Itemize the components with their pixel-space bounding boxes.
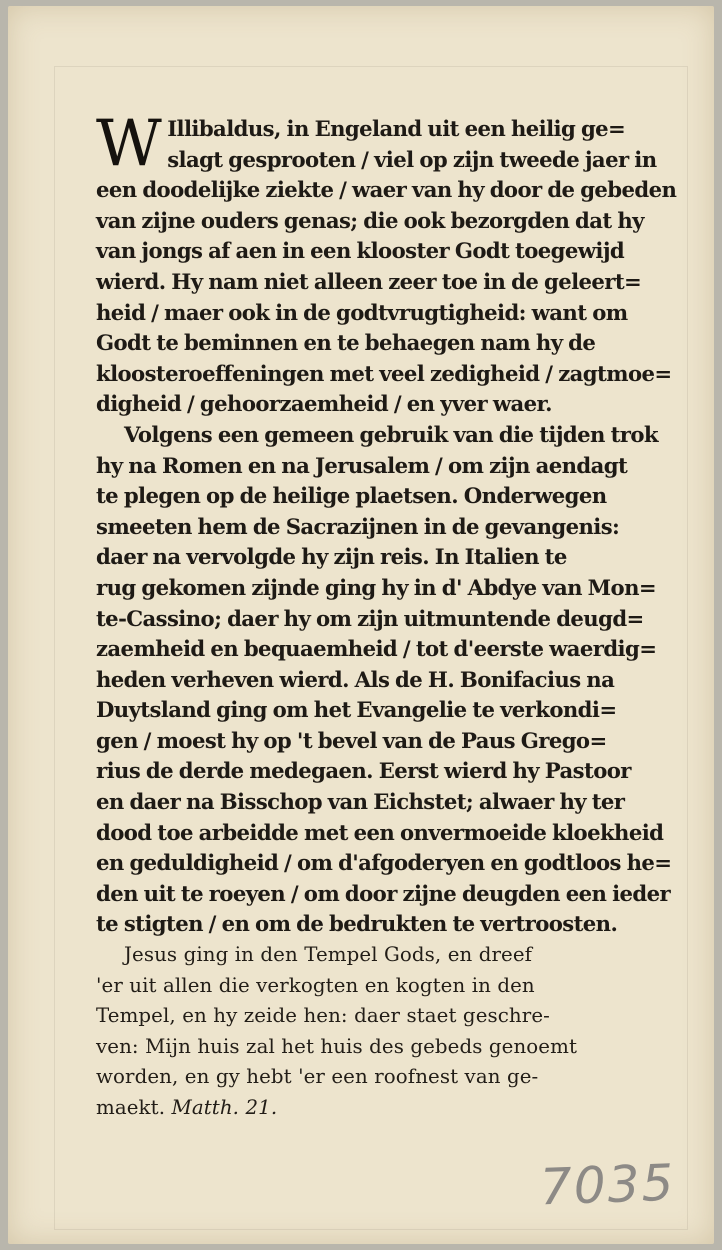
- text-line: gen / moest hy op 't bevel van de Paus Grego=: [96, 727, 607, 753]
- paper-sheet: [8, 6, 714, 1244]
- drop-cap: W: [96, 107, 162, 181]
- text-line: smeeten hem de Sacrazijnen in de gevangenis:: [96, 513, 620, 539]
- scripture-last-line: [96, 1093, 662, 1124]
- text-line: Godt te beminnen en te behaegen nam hy de: [96, 330, 596, 356]
- text-line: rug gekomen zijnde ging hy in d' Abdye van Mon=: [96, 574, 657, 600]
- text-line: wierd. Hy nam niet alleen zeer toe in de geleert=: [96, 268, 642, 294]
- text-line: te stigten / en om de bedrukten te vertroosten.: [96, 911, 618, 937]
- text-block: [96, 107, 677, 1124]
- handwritten-shelfmark: 7035: [539, 1153, 677, 1217]
- paragraph-travels: [96, 420, 672, 940]
- text-line: Illibaldus, in Engeland uit een heilig ge=: [167, 116, 626, 141]
- scripture-quote: [96, 940, 662, 1124]
- text-line: Duytsland ging om het Evangelie te verkondi=: [96, 697, 617, 723]
- paragraph-life: [96, 107, 677, 420]
- scripture-line: Tempel, en hy zeide hen: daer staet geschre-: [96, 1004, 550, 1028]
- text-line: kloosteroeffeningen met veel zedigheid / zagtmoe=: [96, 360, 672, 386]
- scripture-line: maekt.: [96, 1096, 166, 1119]
- text-line: heid / maer ook in de godtvrugtigheid: want om: [96, 299, 628, 325]
- text-line: digheid / gehoorzaemheid / en yver waer.: [96, 391, 552, 417]
- text-line: een doodelijke ziekte / waer van hy door de gebeden: [96, 177, 677, 203]
- text-line: Volgens een gemeen gebruik van die tijden trok: [124, 421, 658, 447]
- text-line: daer na vervolgde hy zijn reis. In Italien te: [96, 544, 567, 570]
- scripture-line: worden, en gy hebt 'er een roofnest van ge-: [96, 1065, 539, 1089]
- scripture-line: 'er uit allen die verkogten en kogten in den: [96, 973, 535, 997]
- text-line: van zijne ouders genas; die ook bezorgden dat hy: [96, 207, 644, 233]
- text-line: van jongs af aen in een klooster Godt toegewijd: [96, 238, 625, 264]
- text-line: en daer na Bisschop van Eichstet; alwaer hy ter: [96, 789, 625, 815]
- scripture-line: Jesus ging in den Tempel Gods, en dreef: [124, 943, 533, 967]
- text-line: dood toe arbeidde met een onvermoeide kloekheid: [96, 819, 664, 845]
- text-line: te-Cassino; daer hy om zijn uitmuntende deugd=: [96, 605, 644, 631]
- text-line: heden verheven wierd. Als de H. Bonifacius na: [96, 666, 615, 692]
- citation: Matth. 21.: [171, 1096, 278, 1119]
- text-line: slagt gesprooten / viel op zijn tweede jaer in: [167, 146, 657, 172]
- text-line: en geduldigheid / om d'afgoderyen en godtloos he=: [96, 850, 672, 876]
- text-line: den uit te roeyen / om door zijne deugden een ieder: [96, 880, 671, 906]
- scripture-line: ven: Mijn huis zal het huis des gebeds genoemt: [96, 1034, 578, 1058]
- text-line: zaemheid en bequaemheid / tot d'eerste waerdig=: [96, 636, 657, 662]
- text-line: te plegen op de heilige plaetsen. Onderwegen: [96, 483, 607, 509]
- text-line: hy na Romen en na Jerusalem / om zijn aendagt: [96, 452, 628, 478]
- text-line: rius de derde medegaen. Eerst wierd hy Pastoor: [96, 758, 631, 784]
